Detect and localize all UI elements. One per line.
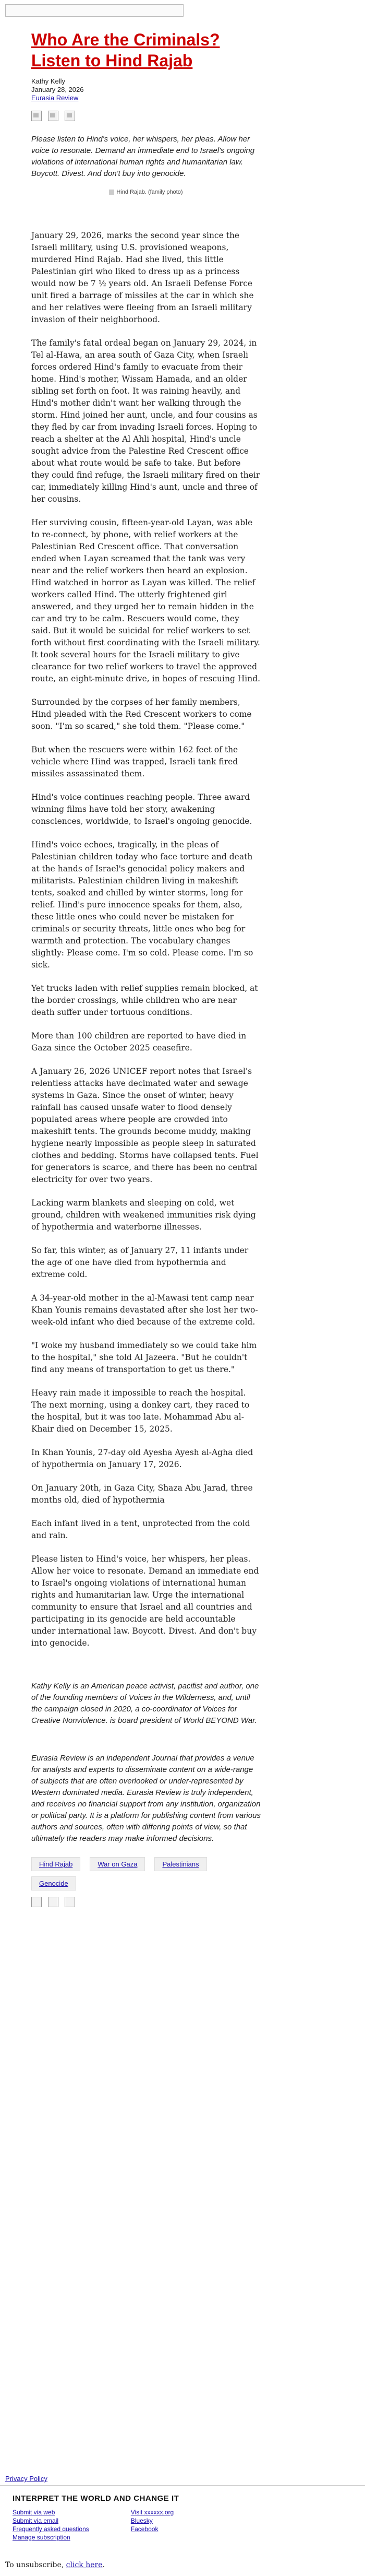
tag-war-on-gaza[interactable]: War on Gaza [90,1857,145,1871]
paragraph-11: Lacking warm blankets and sleeping on cold, wet ground, children with weakened immunities risk dying of hypothermia and waterborne illnesses. [31,1198,256,1232]
footer-links-left [13,2508,89,2542]
byline [31,77,261,102]
bluesky-link[interactable]: Bluesky [130,2517,153,2524]
paragraph-19: Please listen to Hind's voice, her whispers, her pleas. Allow her voice to resonate. Demand an immediate end to Israel's ongoing violations of international human rights and humanitarian law. Urge the international community to ensure that Israel and all countries and participating in its genocide are held accountable under international law. Boycott. Divest. And don't buy into genocide. [31,1554,259,1648]
tag-palestinians[interactable]: Palestinians [154,1857,206,1871]
paragraph-4: Surrounded by the corpses of her family members, Hind pleaded with the Red Crescent workers to come soon. "I'm so scared," she told them. "Please come." [31,698,252,731]
share-email-icon[interactable] [65,111,75,121]
paragraph-13: A 34-year-old mother in the al-Mawasi tent camp near Khan Younis remains devastated after she lost her two-week-old infant who died because of the extreme cold. [31,1293,258,1327]
tag-genocide[interactable]: Genocide [31,1876,76,1890]
paragraph-15: Heavy rain made it impossible to reach the hospital. The next morning, using a donkey cart, they raced to the hospital, but it was too late. Mohammad Abu al-Khair died on December 15, 2025. [31,1388,250,1434]
unsubscribe-link[interactable]: click here [66,2561,103,2569]
paragraph-5: But when the rescuers were within 162 feet of the vehicle where Hind was trapped, Israeli tank fired missiles assassinated them. [31,745,238,778]
about-eurasia-review: Eurasia Review is an independent Journal that provides a venue for analysts and experts to disseminate content on a wide-range of subjects that are often overlooked or under-represented by Western dominated media. Eurasia Review is truly independent, and receives no financial support from any institution, organization or political party. It is a platform for publishing content from various authors and sources, often with differing points of view, so that ultimately the readers may make informed decisions. [31,1754,261,1843]
tag-hind-rajab[interactable]: Hind Rajab [31,1857,80,1871]
image-caption: Hind Rajab. (family photo) [116,189,183,195]
paragraph-3: Her surviving cousin, fifteen-year-old Layan, was able to re-connect, by phone, with relief workers at the Palestinian Red Crescent office. That conversation ended when Layan screamed that the tank was very near and the relief workers then heard an explosion. Hind watched in horror as Layan was killed. The relief workers called Hind. The utterly frightened girl answered, and they urged her to remain hidden in the car and try to be calm. Rescuers would come, they said. But it would be suicidal for relief workers to set forth without first coordinating with the Israeli military. It took several hours for the Israeli military to give clearance for two relief workers to travel the approved route, an eight-minute drive, in hopes of rescuing Hind. [31,518,261,683]
newsletter-footer [0,2485,365,2541]
paragraph-17: On January 20th, in Gaza City, Shaza Abu Jarad, three months old, died of hypothermia [31,1483,253,1505]
paragraph-6: Hind's voice continues reaching people. Three award winning films have told her story, awakening consciences, worldwide, to Israel's ongoing genocide. [31,793,252,826]
footer-heading: INTERPRET THE WORLD AND CHANGE IT [13,2494,179,2503]
submit-via-email-link[interactable]: Submit via email [13,2517,59,2524]
article-column [31,29,261,1923]
publish-date: January 28, 2026 [31,86,84,93]
article-image [31,189,261,195]
unsubscribe-prefix: To unsubscribe, [5,2561,64,2569]
footer-links [13,2508,346,2542]
share-facebook-icon[interactable] [31,1897,42,1907]
paragraph-12: So far, this winter, as of January 27, 11 infants under the age of one have died from hypothermia and extreme cold. [31,1246,249,1279]
share-icons [31,111,261,121]
paragraph-1: January 29, 2026, marks the second year since the Israeli military, using U.S. provisioned weapons, murdered Hind Rajab. Had she lived, this little Palestinian girl who liked to dress up as a princess would now be 7 ½ years old. An Israeli Defense Force unit fired a barrage of missiles at the car in which she and her relatives were fleeing from an Israeli military invasion of their neighborhood. [31,231,254,324]
paragraph-16: In Khan Younis, 27-day old Ayesha Ayesh al-Agha died of hypothermia on January 17, 2026. [31,1448,253,1469]
faq-link[interactable]: Frequently asked questions [13,2525,89,2533]
author-name: Kathy Kelly [31,77,66,85]
paragraph-10: A January 26, 2026 UNICEF report notes that Israel's relentless attacks have decimated water and sewage systems in Gaza. Since the onset of winter, heavy rainfall has caused unsafe water to flood densely populated areas where people are crowded into makeshift tents. The grounds become muddy, making hygiene nearly impossible as people sleep in saturated clothes and bedding. Storms have collapsed tents. Fuel for generators is scarce, and there has been no central electricity for over two years. [31,1067,259,1184]
share-twitter-icon[interactable] [48,1897,58,1907]
share-icons-bottom [31,1897,261,1907]
source-link[interactable]: Eurasia Review [31,94,79,102]
article-title[interactable]: Who Are the Criminals? Listen to Hind Rajab [31,30,220,70]
share-facebook-icon[interactable] [31,111,42,121]
share-email-icon[interactable] [65,1897,75,1907]
author-bio: Kathy Kelly is an American peace activist, pacifist and author, one of the founding members of Voices in the Wilderness, and, until the campaign closed in 2020, a co-coordinator of Voices for Creative Nonviolence. is board president of World BEYOND War. [31,1682,259,1725]
tag-list [31,1857,261,1890]
image-placeholder-icon [109,190,114,195]
paragraph-14: "I woke my husband immediately so we could take him to the hospital," she told Al Jazeera. "But he couldn't find any means of transportation to get us there." [31,1341,257,1374]
paragraph-8: Yet trucks laden with relief supplies remain blocked, at the border crossings, while children who are near death suffer under tortuous conditions. [31,984,258,1017]
unsubscribe-line: To unsubscribe, click here. [5,2561,105,2569]
submit-via-web-link[interactable]: Submit via web [13,2509,55,2516]
paragraph-2: The family's fatal ordeal began on January 29, 2024, in Tel al-Hawa, an area south of Gaza City, when Israeli forces ordered Hind's family to evacuate from their home. Hind's mother, Wissam Hamada, and an older sibling set forth on foot. It was raining heavily, and Hind's mother didn't want her walking through the storm. Hind joined her aunt, uncle, and four cousins as they fled by car from invading Israeli forces. Hoping to reach a shelter at the Al Ahli hospital, Hind's uncle sought advice from the Palestine Red Crescent office about what route would be safe to take. But before they could find refuge, the Israeli military fired on their car, immediately killing Hind's aunt, uncle and three of her cousins. [31,338,260,504]
paragraph-9: More than 100 children are reported to have died in Gaza since the October 2025 ceasefire. [31,1031,247,1053]
lead-paragraph: Please listen to Hind's voice, her whispers, her pleas. Allow her voice to resonate. Demand an immediate end to Israel's ongoing violations of international human rights and humanitarian law. Boycott. Divest. And don't buy into genocide. [31,135,255,178]
top-logo-bar [5,4,184,17]
footer-links-right [131,2508,174,2542]
facebook-link[interactable]: Facebook [130,2525,159,2533]
paragraph-7: Hind's voice echoes, tragically, in the pleas of Palestinian children today who face torture and death at the hands of Israel's genocidal policy makers and militarists. Palestinian children living in makeshift tents, soaked and chilled by winter storms, long for relief. Hind's pure innocence speaks for them, also, these little ones who could never be mistaken for criminals or security threats, little ones who beg for warmth and protection. The vocabulary changes slightly: Please come. I'm so cold. Please come. I'm so sick. [31,840,253,970]
paragraph-18: Each infant lived in a tent, unprotected from the cold and rain. [31,1519,250,1540]
visit-site-link[interactable]: Visit xxxxxx.org [130,2509,174,2516]
share-twitter-icon[interactable] [48,111,58,121]
privacy-policy-link[interactable]: Privacy Policy [5,2475,47,2483]
manage-subscription-link[interactable]: Manage subscription [13,2534,70,2541]
